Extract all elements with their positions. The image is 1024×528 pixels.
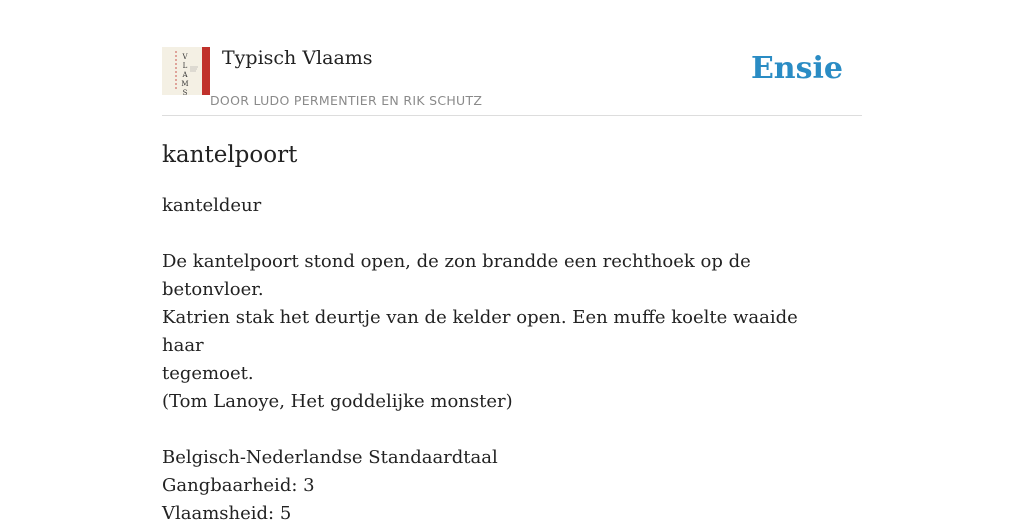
entry-register: Belgisch-Nederlandse Standaardtaal [162,447,498,468]
brand-logo[interactable]: Ensie [750,51,843,86]
quote-line: Katrien stak het deurtje van de kelder open. Een muffe koelte waaide haar [162,307,798,356]
entry-gangbaarheid: Gangbaarheid: 3 [162,475,315,496]
cover-letter: A [182,71,188,79]
card-header [162,0,862,116]
cover-letter: L [182,62,188,70]
cover-letter: V [182,53,188,61]
spacer [162,416,842,444]
quote-line: tegemoet. [162,363,254,384]
quote-source: (Tom Lanoye, Het goddelijke monster) [162,391,513,412]
book-title[interactable]: Typisch Vlaams [222,47,373,69]
book-authors: DOOR LUDO PERMENTIER EN RIK SCHUTZ [210,93,483,108]
cover-letter: S [182,89,188,97]
entry-card [162,0,862,524]
entry-word: kantelpoort [162,142,298,168]
entry-body [162,192,842,528]
entry-synonym: kanteldeur [162,195,262,216]
book-cover-icon[interactable] [162,47,210,95]
spacer [162,220,842,248]
quote-line: De kantelpoort stond open, de zon brandde een rechthoek op de betonvloer. [162,251,751,300]
cover-letter: M [181,80,189,88]
entry-vlaamsheid: Vlaamsheid: 5 [162,503,292,524]
